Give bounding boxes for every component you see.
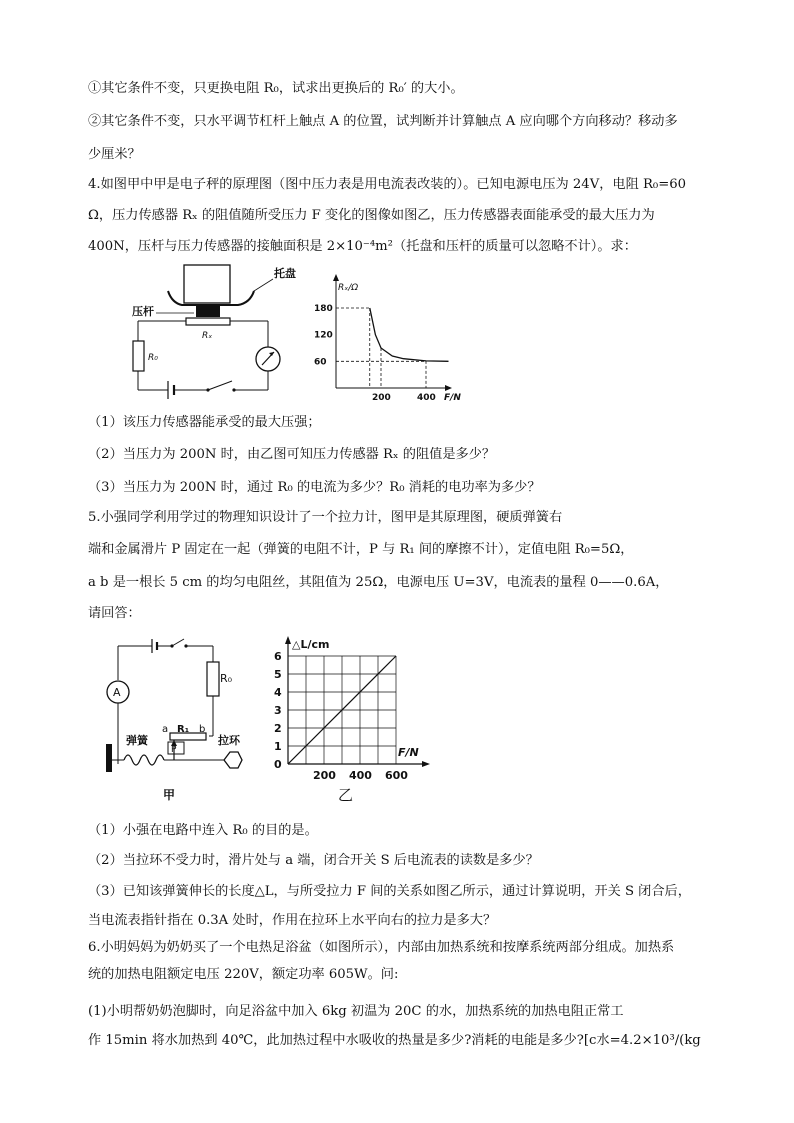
r0-label: R₀ xyxy=(148,353,158,363)
chart-dl-vs-f xyxy=(266,634,436,806)
ammeter-label: A xyxy=(113,686,121,699)
figure-tension-circuit xyxy=(96,636,256,806)
tray-label: 托盘 xyxy=(274,267,296,280)
r1-label: R₁ xyxy=(177,724,190,735)
y-tick-label: 3 xyxy=(274,704,282,717)
text-line-2: ②其它条件不变，只水平调节杠杆上触点 A 的位置，试判断并计算触点 A 应向哪个方向移动？移动多 xyxy=(88,114,678,129)
text-line-20: (1)小明帮奶奶泡脚时，向足浴盆中加入 6kg 初温为 20C 的水，加热系统的加热电阻正常工 xyxy=(88,1004,624,1019)
x-tick-label: 400 xyxy=(349,769,372,782)
pull-ring xyxy=(224,752,242,768)
text-line-18: 6.小明妈妈为奶奶买了一个电热足浴盆（如图所示），内部由加热系统和按摩系统两部分组成。加热系 xyxy=(88,940,675,955)
b-label: b xyxy=(199,724,206,735)
caption-jia: 甲 xyxy=(163,788,176,802)
text-line-8: （2）当压力为 200N 时，由乙图可知压力传感器 Rₓ 的阻值是多少？ xyxy=(88,447,496,462)
resistor-r0 xyxy=(207,662,219,696)
x-axis-label: F/N xyxy=(398,746,419,759)
x-axis-label: F/N xyxy=(444,393,461,403)
text-line-17: 当电流表指针指在 0.3A 处时，作用在拉环上水平向右的拉力是多大？ xyxy=(88,913,497,928)
spring xyxy=(124,755,164,765)
x-tick-label: 200 xyxy=(372,393,391,403)
spring-label: 弹簧 xyxy=(126,734,148,747)
text-line-11: 端和金属滑片 P 固定在一起（弹簧的电阻不计，P 与 R₁ 间的摩擦不计），定值电阻 R₀=5Ω， xyxy=(88,542,634,557)
text-line-12: a b 是一根长 5 cm 的均匀电阻丝，其阻值为 25Ω，电源电压 U=3V，电流表的量程 0——0.6A， xyxy=(88,575,669,590)
text-line-3: 少厘米？ xyxy=(88,147,141,162)
switch-s xyxy=(172,639,184,646)
a-label: a xyxy=(162,724,169,735)
rod-label: 压杆 xyxy=(132,305,154,318)
rx-curve xyxy=(370,308,449,361)
press-rod xyxy=(196,305,220,317)
rx-label: Rₓ xyxy=(202,331,213,341)
text-line-5: Ω，压力传感器 Rₓ 的阻值随所受压力 F 变化的图像如图乙，压力传感器表面能承受的最大压力为 xyxy=(88,208,655,223)
pressure-sensor xyxy=(186,318,230,325)
y-tick-label: 6 xyxy=(274,650,282,663)
text-line-13: 请回答： xyxy=(88,606,141,621)
weight-block xyxy=(184,265,230,303)
caption-yi: 乙 xyxy=(338,786,354,804)
y-tick-label: 120 xyxy=(314,330,333,341)
text-line-4: 4.如图甲中甲是电子秤的原理图（图中压力表是用电流表改装的）。已知电源电压为 24V，电阻 R₀=60 xyxy=(88,177,687,192)
y-tick-label: 0 xyxy=(274,758,282,771)
y-axis-label: △L/cm xyxy=(292,638,330,651)
y-tick-label: 180 xyxy=(314,304,333,314)
text-line-14: （1）小强在电路中连入 R₀ 的目的是。 xyxy=(88,823,318,838)
y-tick-label: 1 xyxy=(274,740,282,753)
chart-rx-vs-f xyxy=(308,272,461,403)
switch xyxy=(208,381,232,390)
r0-label: R₀ xyxy=(220,672,233,685)
resistor-r0 xyxy=(133,341,144,371)
y-tick-label: 4 xyxy=(274,686,282,699)
x-tick-label: 600 xyxy=(385,769,408,782)
p-label: P xyxy=(171,745,177,755)
y-tick-label: 2 xyxy=(274,722,282,735)
figure-scale-circuit xyxy=(128,263,298,403)
ring-label: 拉环 xyxy=(218,734,240,747)
text-line-10: 5.小强同学利用学过的物理知识设计了一个拉力计，图甲是其原理图，硬质弹簧右 xyxy=(88,510,563,525)
y-tick-label: 5 xyxy=(274,668,282,681)
text-line-21: 作 15min 将水加热到 40℃，此加热过程中水吸收的热量是多少?消耗的电能是多少?[c水=4.2×10³/(kg xyxy=(88,1033,701,1048)
text-line-1: ①其它条件不变，只更换电阻 R₀，试求出更换后的 R₀′ 的大小。 xyxy=(88,81,464,96)
text-line-19: 统的加热电阻额定电压 220V，额定功率 605W。问: xyxy=(88,967,399,982)
text-line-16: （3）已知该弹簧伸长的长度△L，与所受拉力 F 间的关系如图乙所示，通过计算说明，开关 S 闭合后， xyxy=(88,884,691,899)
text-line-7: （1）该压力传感器能承受的最大压强； xyxy=(88,415,321,430)
text-line-6: 400N，压杆与压力传感器的接触面积是 2×10⁻⁴m²（托盘和压杆的质量可以忽略不计）。求： xyxy=(88,239,637,254)
y-tick-label: 60 xyxy=(314,357,327,368)
x-tick-label: 200 xyxy=(313,769,336,782)
wall xyxy=(106,744,112,772)
text-line-15: （2）当拉环不受力时，滑片处与 a 端，闭合开关 S 后电流表的读数是多少？ xyxy=(88,853,539,868)
y-axis-label: Rₓ/Ω xyxy=(338,283,359,293)
text-line-9: （3）当压力为 200N 时，通过 R₀ 的电流为多少？R₀ 消耗的电功率为多少？ xyxy=(88,480,541,495)
x-tick-label: 400 xyxy=(417,393,436,403)
